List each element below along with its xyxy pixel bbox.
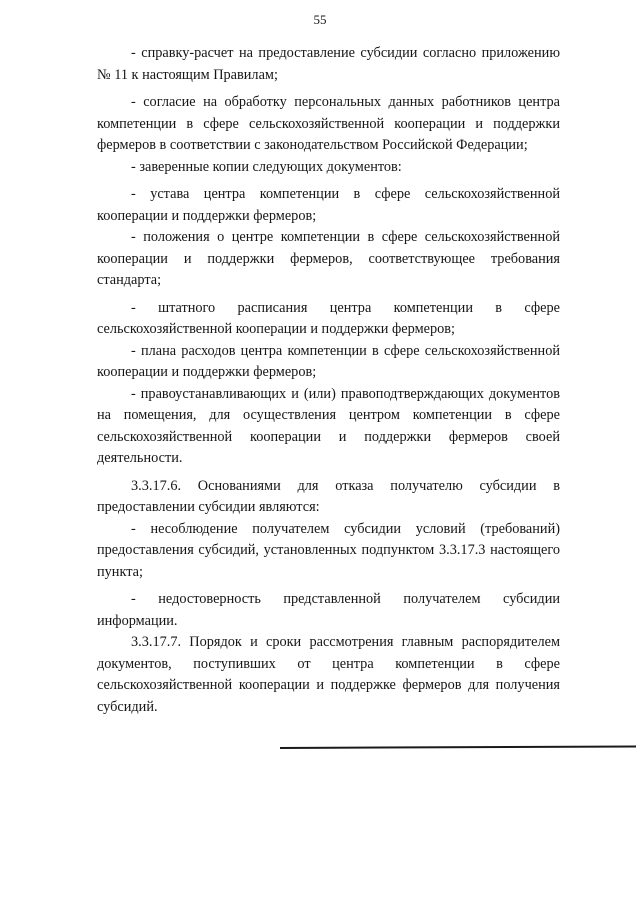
- paragraph-10: - несоблюдение получателем субсидии условий (требований) предоставления субсидий, установленных подпунктом 3.3.17.3 настоящего пункта;: [97, 520, 560, 580]
- paragraph-12: 3.3.17.7. Порядок и сроки рассмотрения главным распорядителем документов, поступивших от центра компетенции в сфере сельскохозяйственной кооперации и поддержке фермеров для получения субсидий.: [97, 634, 560, 715]
- paragraph-5: - положения о центре компетенции в сфере сельскохозяйственной кооперации и поддержки фермеров, соответствующее требования стандарта;: [97, 229, 560, 288]
- paragraph-4: - устава центра компетенции в сфере сельскохозяйственной кооперации и поддержки фермеров;: [97, 186, 560, 224]
- paragraph-2: - согласие на обработку персональных данных работников центра компетенции в сфере сельскохозяйственной кооперации и поддержки фермеров в соответствии с законодательством Российской Федерации;: [97, 94, 560, 153]
- document-body: [97, 43, 560, 718]
- paragraph-6: - штатного расписания центра компетенции в сфере сельскохозяйственной кооперации и поддержки фермеров;: [97, 299, 560, 337]
- paragraph-11: - недостоверность представленной получателем субсидии информации.: [97, 591, 560, 629]
- paragraph-1: - справку-расчет на предоставление субсидии согласно приложению № 11 к настоящим Правилам;: [97, 45, 560, 83]
- paragraph-9: 3.3.17.6. Основаниями для отказа получателю субсидии в предоставлении субсидии являются:: [97, 477, 560, 515]
- page-number: 55: [313, 12, 327, 27]
- paragraph-7: - плана расходов центра компетенции в сфере сельскохозяйственной кооперации и поддержки фермеров;: [97, 342, 560, 380]
- paragraph-8: - правоустанавливающих и (или) правоподтверждающих документов на помещения, для осуществления центром компетенции в сфере сельскохозяйственной кооперации и поддержки фермеров своей деятельности.: [97, 385, 560, 466]
- paragraph-3: - заверенные копии следующих документов:: [131, 158, 402, 175]
- bottom-divider-line: [280, 745, 636, 749]
